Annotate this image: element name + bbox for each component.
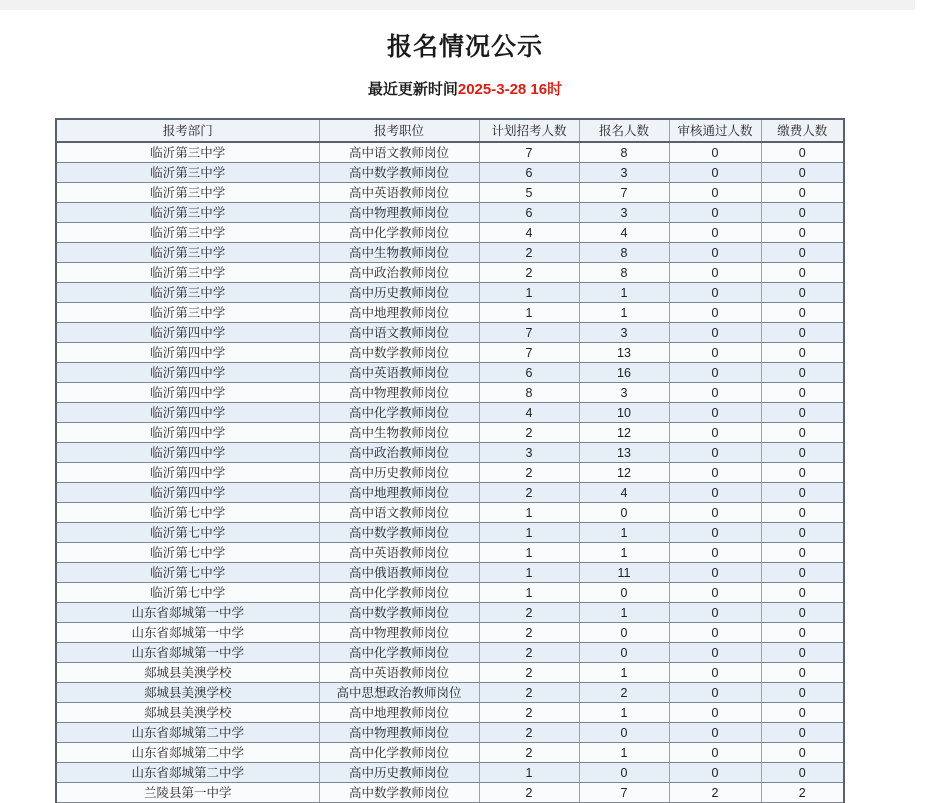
cell-applied-count: 8 <box>579 243 669 263</box>
cell-applied-count: 11 <box>579 563 669 583</box>
cell-paid-count: 0 <box>761 483 844 503</box>
cell-position: 高中语文教师岗位 <box>319 142 479 163</box>
cell-applied-count: 1 <box>579 523 669 543</box>
table-row <box>56 743 844 763</box>
table-row <box>56 183 844 203</box>
cell-paid-count: 0 <box>761 683 844 703</box>
column-header-position: 报考职位 <box>319 119 479 142</box>
cell-approved-count: 0 <box>669 283 761 303</box>
cell-applied-count: 7 <box>579 783 669 803</box>
cell-applied-count: 3 <box>579 203 669 223</box>
cell-planned-count: 2 <box>479 483 579 503</box>
cell-department: 临沂第三中学 <box>56 223 319 243</box>
cell-approved-count: 0 <box>669 363 761 383</box>
table-header-row <box>56 119 844 142</box>
table-row <box>56 283 844 303</box>
cell-department: 山东省郯城第一中学 <box>56 643 319 663</box>
cell-applied-count: 4 <box>579 483 669 503</box>
cell-paid-count: 0 <box>761 563 844 583</box>
cell-approved-count: 0 <box>669 743 761 763</box>
table-row <box>56 523 844 543</box>
cell-applied-count: 4 <box>579 223 669 243</box>
cell-paid-count: 0 <box>761 163 844 183</box>
cell-approved-count: 0 <box>669 403 761 423</box>
cell-planned-count: 7 <box>479 323 579 343</box>
registration-table <box>55 118 845 803</box>
page-title: 报名情况公示 <box>386 33 543 61</box>
table-row <box>56 543 844 563</box>
cell-paid-count: 0 <box>761 463 844 483</box>
cell-position: 高中数学教师岗位 <box>319 343 479 363</box>
cell-approved-count: 0 <box>669 723 761 743</box>
cell-paid-count: 0 <box>761 443 844 463</box>
cell-position: 高中物理教师岗位 <box>319 383 479 403</box>
cell-department: 临沂第七中学 <box>56 503 319 523</box>
cell-paid-count: 0 <box>761 543 844 563</box>
cell-approved-count: 0 <box>669 703 761 723</box>
column-header-department: 报考部门 <box>56 119 319 142</box>
cell-planned-count: 2 <box>479 603 579 623</box>
cell-position: 高中政治教师岗位 <box>319 263 479 283</box>
table-row <box>56 163 844 183</box>
table-row <box>56 403 844 423</box>
cell-applied-count: 2 <box>579 683 669 703</box>
cell-paid-count: 0 <box>761 283 844 303</box>
cell-approved-count: 0 <box>669 583 761 603</box>
cell-applied-count: 1 <box>579 303 669 323</box>
table-row <box>56 683 844 703</box>
cell-position: 高中化学教师岗位 <box>319 223 479 243</box>
cell-position: 高中俄语教师岗位 <box>319 563 479 583</box>
cell-department: 山东省郯城第一中学 <box>56 623 319 643</box>
cell-position: 高中化学教师岗位 <box>319 743 479 763</box>
cell-approved-count: 0 <box>669 463 761 483</box>
cell-paid-count: 0 <box>761 603 844 623</box>
cell-paid-count: 0 <box>761 503 844 523</box>
cell-position: 高中物理教师岗位 <box>319 723 479 743</box>
table-row <box>56 303 844 323</box>
cell-planned-count: 2 <box>479 263 579 283</box>
cell-position: 高中地理教师岗位 <box>319 303 479 323</box>
table-row <box>56 503 844 523</box>
cell-applied-count: 1 <box>579 663 669 683</box>
cell-department: 临沂第三中学 <box>56 303 319 323</box>
cell-applied-count: 3 <box>579 323 669 343</box>
cell-department: 临沂第三中学 <box>56 183 319 203</box>
table-row <box>56 423 844 443</box>
cell-position: 高中数学教师岗位 <box>319 603 479 623</box>
table-row <box>56 723 844 743</box>
cell-paid-count: 0 <box>761 323 844 343</box>
cell-paid-count: 0 <box>761 523 844 543</box>
cell-position: 高中化学教师岗位 <box>319 643 479 663</box>
cell-planned-count: 2 <box>479 243 579 263</box>
cell-applied-count: 16 <box>579 363 669 383</box>
cell-paid-count: 0 <box>761 643 844 663</box>
cell-department: 临沂第四中学 <box>56 483 319 503</box>
cell-approved-count: 0 <box>669 643 761 663</box>
table-body <box>56 142 844 803</box>
cell-planned-count: 2 <box>479 723 579 743</box>
cell-position: 高中物理教师岗位 <box>319 623 479 643</box>
cell-planned-count: 6 <box>479 163 579 183</box>
cell-position: 高中物理教师岗位 <box>319 203 479 223</box>
cell-position: 高中语文教师岗位 <box>319 323 479 343</box>
cell-paid-count: 0 <box>761 223 844 243</box>
table-row <box>56 363 844 383</box>
cell-paid-count: 0 <box>761 743 844 763</box>
table-row <box>56 483 844 503</box>
cell-department: 临沂第四中学 <box>56 463 319 483</box>
cell-position: 高中地理教师岗位 <box>319 703 479 723</box>
cell-paid-count: 0 <box>761 343 844 363</box>
last-updated-line <box>0 64 930 100</box>
table-row <box>56 383 844 403</box>
cell-applied-count: 1 <box>579 703 669 723</box>
cell-applied-count: 13 <box>579 343 669 363</box>
cell-position: 高中生物教师岗位 <box>319 423 479 443</box>
table-row <box>56 763 844 783</box>
table-row <box>56 663 844 683</box>
cell-applied-count: 0 <box>579 503 669 523</box>
cell-applied-count: 12 <box>579 463 669 483</box>
cell-position: 高中化学教师岗位 <box>319 583 479 603</box>
cell-planned-count: 2 <box>479 463 579 483</box>
table-row <box>56 243 844 263</box>
cell-approved-count: 2 <box>669 783 761 803</box>
cell-department: 郯城县美澳学校 <box>56 703 319 723</box>
last-updated-timestamp: 2025-3-28 16时 <box>457 81 563 98</box>
cell-paid-count: 0 <box>761 383 844 403</box>
cell-applied-count: 7 <box>579 183 669 203</box>
cell-approved-count: 0 <box>669 142 761 163</box>
cell-paid-count: 0 <box>761 703 844 723</box>
cell-department: 山东省郯城第二中学 <box>56 763 319 783</box>
table-row <box>56 643 844 663</box>
cell-applied-count: 0 <box>579 643 669 663</box>
cell-position: 高中生物教师岗位 <box>319 243 479 263</box>
cell-planned-count: 2 <box>479 703 579 723</box>
cell-applied-count: 12 <box>579 423 669 443</box>
cell-department: 临沂第四中学 <box>56 383 319 403</box>
table-row <box>56 583 844 603</box>
table-row <box>56 263 844 283</box>
table-row <box>56 443 844 463</box>
table-row <box>56 623 844 643</box>
cell-planned-count: 3 <box>479 443 579 463</box>
cell-position: 高中政治教师岗位 <box>319 443 479 463</box>
cell-approved-count: 0 <box>669 423 761 443</box>
cell-approved-count: 0 <box>669 543 761 563</box>
cell-department: 临沂第四中学 <box>56 403 319 423</box>
cell-department: 临沂第三中学 <box>56 263 319 283</box>
cell-planned-count: 6 <box>479 363 579 383</box>
cell-approved-count: 0 <box>669 483 761 503</box>
cell-paid-count: 0 <box>761 203 844 223</box>
table-row <box>56 203 844 223</box>
cell-planned-count: 2 <box>479 743 579 763</box>
cell-position: 高中数学教师岗位 <box>319 523 479 543</box>
cell-position: 高中语文教师岗位 <box>319 503 479 523</box>
table-row <box>56 463 844 483</box>
cell-department: 临沂第七中学 <box>56 543 319 563</box>
cell-approved-count: 0 <box>669 303 761 323</box>
cell-approved-count: 0 <box>669 663 761 683</box>
column-header-applied-count: 报名人数 <box>579 119 669 142</box>
cell-position: 高中数学教师岗位 <box>319 783 479 803</box>
cell-position: 高中思想政治教师岗位 <box>319 683 479 703</box>
cell-department: 临沂第七中学 <box>56 583 319 603</box>
cell-planned-count: 2 <box>479 623 579 643</box>
cell-planned-count: 1 <box>479 543 579 563</box>
cell-position: 高中英语教师岗位 <box>319 663 479 683</box>
cell-paid-count: 0 <box>761 263 844 283</box>
cell-paid-count: 0 <box>761 363 844 383</box>
cell-department: 临沂第七中学 <box>56 523 319 543</box>
cell-planned-count: 2 <box>479 683 579 703</box>
cell-planned-count: 4 <box>479 223 579 243</box>
table-container <box>0 100 930 803</box>
cell-approved-count: 0 <box>669 163 761 183</box>
cell-approved-count: 0 <box>669 263 761 283</box>
cell-applied-count: 0 <box>579 583 669 603</box>
top-status-strip <box>0 0 915 10</box>
cell-position: 高中地理教师岗位 <box>319 483 479 503</box>
cell-applied-count: 10 <box>579 403 669 423</box>
cell-planned-count: 4 <box>479 403 579 423</box>
cell-department: 临沂第七中学 <box>56 563 319 583</box>
cell-department: 临沂第三中学 <box>56 163 319 183</box>
cell-applied-count: 0 <box>579 623 669 643</box>
cell-applied-count: 1 <box>579 603 669 623</box>
cell-position: 高中化学教师岗位 <box>319 403 479 423</box>
cell-paid-count: 0 <box>761 403 844 423</box>
cell-planned-count: 7 <box>479 343 579 363</box>
table-row <box>56 223 844 243</box>
cell-department: 山东省郯城第一中学 <box>56 603 319 623</box>
cell-approved-count: 0 <box>669 443 761 463</box>
cell-paid-count: 0 <box>761 663 844 683</box>
cell-approved-count: 0 <box>669 503 761 523</box>
column-header-approved-count: 审核通过人数 <box>669 119 761 142</box>
cell-planned-count: 2 <box>479 423 579 443</box>
cell-position: 高中英语教师岗位 <box>319 543 479 563</box>
cell-planned-count: 7 <box>479 142 579 163</box>
cell-planned-count: 2 <box>479 663 579 683</box>
cell-position: 高中数学教师岗位 <box>319 163 479 183</box>
cell-paid-count: 0 <box>761 583 844 603</box>
table-row <box>56 703 844 723</box>
table-row <box>56 563 844 583</box>
cell-planned-count: 8 <box>479 383 579 403</box>
cell-approved-count: 0 <box>669 563 761 583</box>
cell-applied-count: 3 <box>579 383 669 403</box>
cell-position: 高中历史教师岗位 <box>319 463 479 483</box>
cell-approved-count: 0 <box>669 523 761 543</box>
cell-position: 高中历史教师岗位 <box>319 763 479 783</box>
cell-department: 临沂第三中学 <box>56 243 319 263</box>
cell-applied-count: 3 <box>579 163 669 183</box>
cell-approved-count: 0 <box>669 203 761 223</box>
cell-department: 郯城县美澳学校 <box>56 683 319 703</box>
document-page <box>0 10 930 803</box>
cell-paid-count: 0 <box>761 763 844 783</box>
cell-planned-count: 2 <box>479 783 579 803</box>
cell-planned-count: 1 <box>479 283 579 303</box>
table-row <box>56 142 844 163</box>
cell-department: 临沂第三中学 <box>56 142 319 163</box>
cell-planned-count: 1 <box>479 583 579 603</box>
cell-department: 山东省郯城第二中学 <box>56 743 319 763</box>
cell-paid-count: 0 <box>761 423 844 443</box>
cell-department: 临沂第三中学 <box>56 203 319 223</box>
cell-applied-count: 13 <box>579 443 669 463</box>
cell-paid-count: 0 <box>761 243 844 263</box>
cell-applied-count: 0 <box>579 723 669 743</box>
cell-approved-count: 0 <box>669 243 761 263</box>
cell-approved-count: 0 <box>669 223 761 243</box>
column-header-planned-count: 计划招考人数 <box>479 119 579 142</box>
cell-applied-count: 0 <box>579 763 669 783</box>
cell-department: 临沂第四中学 <box>56 363 319 383</box>
cell-paid-count: 2 <box>761 783 844 803</box>
cell-planned-count: 6 <box>479 203 579 223</box>
table-header <box>56 119 844 142</box>
cell-position: 高中英语教师岗位 <box>319 363 479 383</box>
cell-department: 临沂第四中学 <box>56 423 319 443</box>
cell-planned-count: 5 <box>479 183 579 203</box>
cell-position: 高中英语教师岗位 <box>319 183 479 203</box>
cell-paid-count: 0 <box>761 723 844 743</box>
cell-planned-count: 1 <box>479 503 579 523</box>
cell-planned-count: 2 <box>479 643 579 663</box>
cell-paid-count: 0 <box>761 142 844 163</box>
cell-paid-count: 0 <box>761 183 844 203</box>
cell-department: 山东省郯城第二中学 <box>56 723 319 743</box>
cell-department: 临沂第四中学 <box>56 443 319 463</box>
cell-planned-count: 1 <box>479 523 579 543</box>
cell-applied-count: 1 <box>579 283 669 303</box>
last-updated-label: 最近更新时间 <box>367 81 458 98</box>
cell-department: 郯城县美澳学校 <box>56 663 319 683</box>
cell-department: 临沂第三中学 <box>56 283 319 303</box>
cell-applied-count: 8 <box>579 142 669 163</box>
cell-approved-count: 0 <box>669 603 761 623</box>
table-row <box>56 343 844 363</box>
cell-applied-count: 8 <box>579 263 669 283</box>
cell-position: 高中历史教师岗位 <box>319 283 479 303</box>
cell-department: 临沂第四中学 <box>56 343 319 363</box>
cell-approved-count: 0 <box>669 763 761 783</box>
table-row <box>56 603 844 623</box>
table-row <box>56 323 844 343</box>
cell-approved-count: 0 <box>669 383 761 403</box>
cell-planned-count: 1 <box>479 303 579 323</box>
cell-approved-count: 0 <box>669 323 761 343</box>
cell-planned-count: 1 <box>479 563 579 583</box>
cell-paid-count: 0 <box>761 623 844 643</box>
cell-paid-count: 0 <box>761 303 844 323</box>
column-header-paid-count: 缴费人数 <box>761 119 844 142</box>
cell-department: 兰陵县第一中学 <box>56 783 319 803</box>
cell-department: 临沂第四中学 <box>56 323 319 343</box>
cell-approved-count: 0 <box>669 183 761 203</box>
cell-approved-count: 0 <box>669 623 761 643</box>
cell-approved-count: 0 <box>669 343 761 363</box>
cell-planned-count: 1 <box>479 763 579 783</box>
cell-approved-count: 0 <box>669 683 761 703</box>
cell-applied-count: 1 <box>579 743 669 763</box>
cell-applied-count: 1 <box>579 543 669 563</box>
